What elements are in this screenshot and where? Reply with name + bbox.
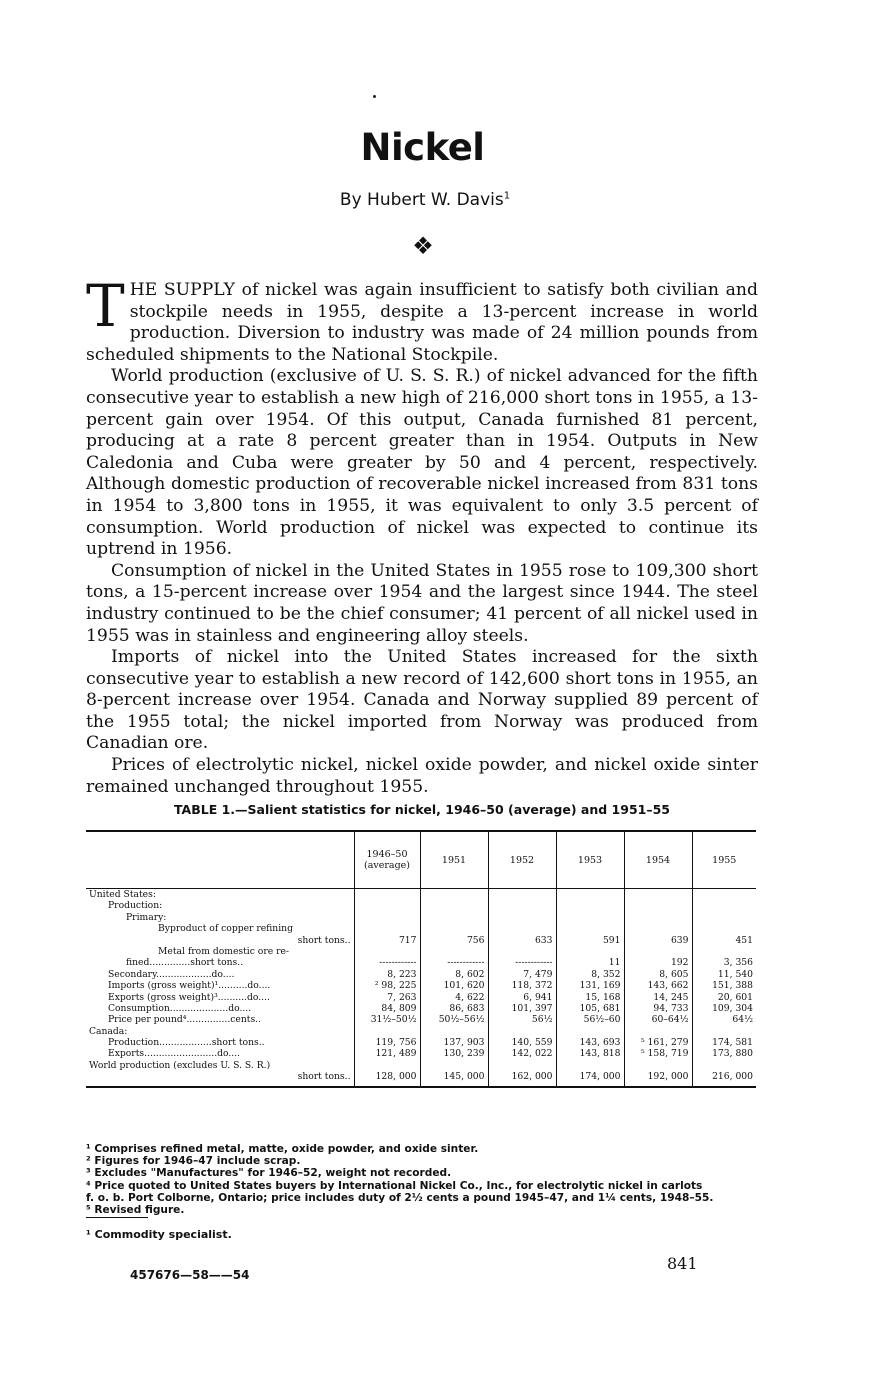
row-label: Secondary...................do.... [108,968,235,980]
body-text [86,272,758,798]
table-cell [692,900,756,911]
header-cell: 1953 [556,831,624,889]
table-cell [624,1025,692,1036]
table-cell [420,923,488,934]
table-cell [354,946,420,957]
table-cell: 639 [624,934,692,945]
table-cell [420,946,488,957]
table-cell: 173, 880 [692,1048,756,1059]
table-cell: 131, 169 [556,980,624,991]
table-cell [624,889,692,901]
table-row [86,889,756,901]
table-cell: 591 [556,934,624,945]
table-row [86,900,756,911]
drop-cap: T [86,272,125,340]
table-cell [692,889,756,901]
table-cell: 60–64½ [624,1014,692,1025]
footnotes [86,1143,766,1216]
table-cell: 31½–50½ [354,1014,420,1025]
table-cell: 11, 540 [692,968,756,979]
row-label: short tons.. [297,934,351,946]
table-cell [624,1059,692,1070]
table-cell: 118, 372 [488,980,556,991]
table-cell [556,1025,624,1036]
table-cell: 20, 601 [692,991,756,1002]
table-cell: 143, 818 [556,1048,624,1059]
table-cell: 451 [692,934,756,945]
table-cell [624,923,692,934]
table-cell: 143, 693 [556,1037,624,1048]
row-label: United States: [89,889,156,900]
table-row [86,1071,756,1087]
table-cell [488,1025,556,1036]
row-label: Exports.........................do.... [108,1048,241,1060]
header-cell: 1951 [420,831,488,889]
table-cell: 15, 168 [556,991,624,1002]
row-label: Byproduct of copper refining [158,923,293,935]
table-row [86,934,756,945]
header-cell: 1952 [488,831,556,889]
table-cell [692,1025,756,1036]
print-code: 457676—58——54 [130,1268,250,1282]
table-row [86,980,756,991]
table-cell: 8, 352 [556,968,624,979]
table-cell: ------------ [488,957,556,968]
table-cell: 84, 809 [354,1003,420,1014]
table-cell [354,911,420,922]
table-cell [488,1059,556,1070]
table-cell: 142, 022 [488,1048,556,1059]
table-cell [624,900,692,911]
table-cell: 137, 903 [420,1037,488,1048]
footnote: ⁴ Price quoted to United States buyers by International Nickel Co., Inc., for electrolytic nickel in carlots [86,1179,703,1192]
table-cell: 717 [354,934,420,945]
table-cell [556,911,624,922]
footnote: ³ Excludes "Manufactures" for 1946–52, weight not recorded. [86,1167,452,1180]
table-cell: 119, 756 [354,1037,420,1048]
table-cell: 174, 000 [556,1071,624,1087]
paragraph-text: HE SUPPLY of nickel was again insufficient to satisfy both civilian and stockpile needs in 1955, despite a 13-percent increase in world production. Diversion to industry was made of 24 million pounds from scheduled shipments to the National Stockpile. [86,280,758,365]
page-title: Nickel [360,126,485,169]
table-cell: 50½–56½ [420,1014,488,1025]
row-label: Production: [108,900,163,912]
row-label: Metal from domestic ore re- [158,945,290,957]
table-row [86,991,756,1002]
table-cell: ------------ [354,957,420,968]
table-cell [624,946,692,957]
table-row [86,923,756,934]
header-cell: 1954 [624,831,692,889]
table-cell [556,900,624,911]
table-cell: ------------ [420,957,488,968]
paragraph-2: World production (exclusive of U. S. S. R.) of nickel advanced for the fifth consecutive year to establish a new high of 216,000 short tons in 1955, a 13-percent gain over 1954. Of this output, Canada furnished 81 percent, producing at a rate 8 percent greater than in 1954. Outputs in New Caledonia and Cuba were greater by 50 and 4 percent, respectively. Although domestic production of recoverable nickel increased from 831 tons in 1954 to 3,800 tons in 1955, it was equivalent to only 3.5 percent of consumption. World production of nickel was expected to continue its uptrend in 1956. [86,366,758,560]
author-name: By Hubert W. Davis [339,190,504,210]
table-cell: 192 [624,957,692,968]
author-note: ¹ Commodity specialist. [86,1228,232,1241]
table-row [86,946,756,957]
table-caption: TABLE 1.—Salient statistics for nickel, 1946–50 (average) and 1951–55 [174,802,670,817]
table-cell: ⁵ 158, 719 [624,1048,692,1059]
table-cell [420,1025,488,1036]
table-cell [488,923,556,934]
table-cell: 7, 263 [354,991,420,1002]
table-cell: ² 98, 225 [354,980,420,991]
table-cell: 151, 388 [692,980,756,991]
table-cell [420,889,488,901]
table-cell: 633 [488,934,556,945]
footnote: ⁵ Revised figure. [86,1204,185,1217]
page-number: 841 [667,1254,698,1273]
table-cell: 756 [420,934,488,945]
table-cell [354,1025,420,1036]
row-label: short tons.. [86,1071,354,1087]
table-cell: 14, 245 [624,991,692,1002]
table-cell [488,946,556,957]
table-cell [556,923,624,934]
table-cell: 121, 489 [354,1048,420,1059]
table-cell: 128, 000 [354,1071,420,1087]
table-cell: 145, 000 [420,1071,488,1087]
table-cell [488,911,556,922]
table-header-row [86,831,756,889]
byline [0,190,850,210]
table-cell: 105, 681 [556,1003,624,1014]
table-cell [556,889,624,901]
table-cell: ⁵ 161, 279 [624,1037,692,1048]
table-cell: 8, 605 [624,968,692,979]
table-row [86,957,756,968]
paragraph-1 [86,272,758,366]
table-row [86,1037,756,1048]
row-label: Primary: [126,911,167,923]
table-row [86,1059,756,1070]
table-row [86,1048,756,1059]
paragraph-5: Prices of electrolytic nickel, nickel oxide powder, and nickel oxide sinter remained unchanged throughout 1955. [86,755,758,797]
table-cell [556,1059,624,1070]
table-cell: 7, 479 [488,968,556,979]
table-cell: 162, 000 [488,1071,556,1087]
table-cell [488,900,556,911]
table-cell [692,1059,756,1070]
table-cell: 192, 000 [624,1071,692,1087]
table-row [86,1003,756,1014]
author-footnote-mark: 1 [503,190,511,202]
row-label: Consumption....................do.... [108,1002,252,1014]
footnote: ² Figures for 1946–47 include scrap. [86,1155,301,1168]
table-cell: 56½ [488,1014,556,1025]
table-cell: 94, 733 [624,1003,692,1014]
table-cell: 4, 622 [420,991,488,1002]
table-cell: 8, 223 [354,968,420,979]
table-cell [556,946,624,957]
table-cell [692,923,756,934]
row-label: Price per pound⁴...............cents.. [108,1014,262,1026]
table-cell: 140, 559 [488,1037,556,1048]
header-cell: 1946–50 (average) [354,831,420,889]
footnote-separator [86,1217,148,1218]
table-row [86,1014,756,1025]
table-cell: 101, 620 [420,980,488,991]
table-cell [420,1059,488,1070]
table-cell [354,900,420,911]
table-cell: 130, 239 [420,1048,488,1059]
table-cell [420,911,488,922]
table-cell: 143, 662 [624,980,692,991]
table-row [86,1025,756,1036]
row-label: fined..............short tons.. [126,957,244,969]
table-cell: 109, 304 [692,1003,756,1014]
table-cell: 101, 397 [488,1003,556,1014]
table-cell: 8, 602 [420,968,488,979]
table-row [86,911,756,922]
ornament-icon: ❖ [412,232,434,260]
table-cell: 11 [556,957,624,968]
table-cell [354,889,420,901]
statistics-table [86,830,756,1088]
table-cell [624,911,692,922]
table-cell [354,923,420,934]
table-cell [692,911,756,922]
table-row [86,968,756,979]
table-cell: 86, 683 [420,1003,488,1014]
table-cell: 64½ [692,1014,756,1025]
ink-speck [373,95,376,98]
table-cell: 56½–60 [556,1014,624,1025]
table-cell [692,946,756,957]
paragraph-3: Consumption of nickel in the United States in 1955 rose to 109,300 short tons, a 15-percent increase over 1954 and the largest since 1944. The steel industry continued to be the chief consumer; 41 percent of all nickel used in 1955 was in stainless and engineering alloy steels. [86,560,758,646]
table-cell: 174, 581 [692,1037,756,1048]
row-label: Production..................short tons.. [108,1037,265,1049]
table-cell: 6, 941 [488,991,556,1002]
footnote: f. o. b. Port Colborne, Ontario; price includes duty of 2½ cents a pound 1945–47, and 1¼ cents, 1948–55. [86,1191,714,1204]
table-cell [420,900,488,911]
row-label: Canada: [89,1025,128,1037]
row-label: Imports (gross weight)¹..........do.... [108,980,271,992]
paragraph-4: Imports of nickel into the United States increased for the sixth consecutive year to establish a new record of 142,600 short tons in 1955, an 8-percent increase over 1954. Canada and Norway supplied 89 percent of the 1955 total; the nickel imported from Norway was produced from Canadian ore. [86,647,758,754]
row-label: World production (excludes U. S. S. R.) [89,1059,271,1071]
table-cell [488,889,556,901]
header-cell: 1955 [692,831,756,889]
table-cell [354,1059,420,1070]
table-cell: 216, 000 [692,1071,756,1087]
row-label: Exports (gross weight)³..........do.... [108,991,270,1003]
footnote: ¹ Comprises refined metal, matte, oxide powder, and oxide sinter. [86,1143,479,1155]
table-cell: 3, 356 [692,957,756,968]
header-cell [86,831,354,889]
